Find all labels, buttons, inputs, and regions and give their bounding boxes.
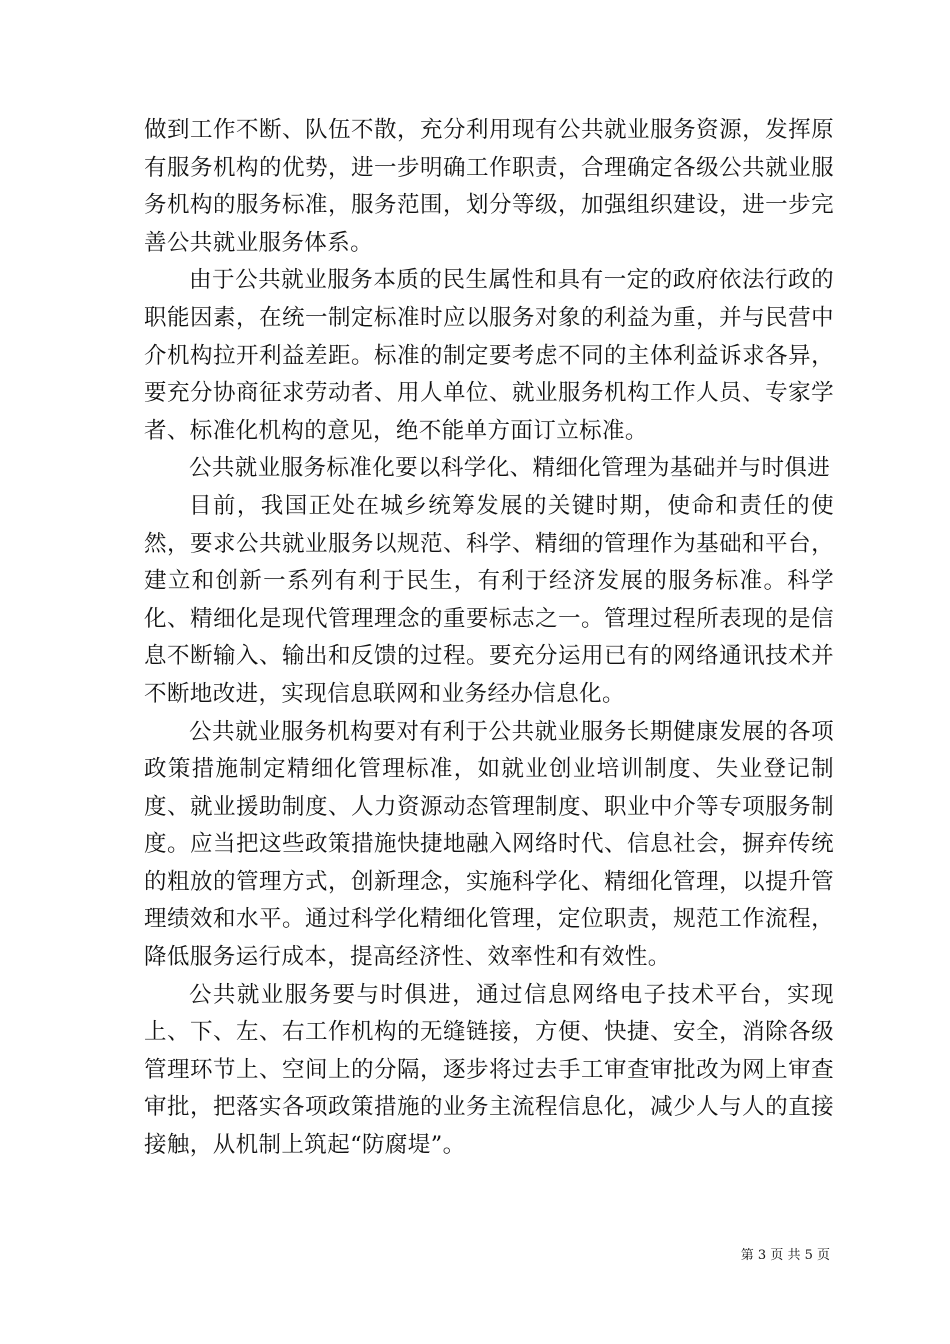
paragraph: 做到工作不断、队伍不散，充分利用现有公共就业服务资源，发挥原有服务机构的优势，进一步明确工作职责，合理确定各级公共就业服务机构的服务标准，服务范围，划分等级，加强组织建设，进一步完善公共就业服务体系。: [144, 117, 834, 256]
paragraph: 由于公共就业服务本质的民生属性和具有一定的政府依法行政的职能因素，在统一制定标准时应以服务对象的利益为重，并与民营中介机构拉开利益差距。标准的制定要考虑不同的主体利益诉求各异，要充分协商征求劳动者、用人单位、就业服务机构工作人员、专家学者、标准化机构的意见，绝不能单方面订立标准。: [144, 267, 834, 444]
paragraph: 公共就业服务要与时俱进，通过信息网络电子技术平台，实现上、下、左、右工作机构的无缝链接，方便、快捷、安全，消除各级管理环节上、空间上的分隔，逐步将过去手工审查审批改为网上审查审批，把落实各项政策措施的业务主流程信息化，减少人与人的直接接触，从机制上筑起“防腐堤”。: [144, 981, 834, 1159]
page-number: 第 3 页 共 5 页: [740, 1248, 830, 1263]
paragraph: 目前，我国正处在城乡统筹发展的关键时期，使命和责任的使然，要求公共就业服务以规范、科学、精细的管理作为基础和平台，建立和创新一系列有利于民生，有利于经济发展的服务标准。科学化、精细化是现代管理理念的重要标志之一。管理过程所表现的是信息不断输入、输出和反馈的过程。要充分运用已有的网络通讯技术并不断地改进，实现信息联网和业务经办信息化。: [144, 492, 834, 707]
paragraph: 公共就业服务机构要对有利于公共就业服务长期健康发展的各项政策措施制定精细化管理标准，如就业创业培训制度、失业登记制度、就业援助制度、人力资源动态管理制度、职业中介等专项服务制度。应当把这些政策措施快捷地融入网络时代、信息社会，摒弃传统的粗放的管理方式，创新理念，实施科学化、精细化管理，以提升管理绩效和水平。通过科学化精细化管理，定位职责，规范工作流程，降低服务运行成本，提高经济性、效率性和有效性。: [144, 718, 834, 971]
section-heading: 公共就业服务标准化要以科学化、精细化管理为基础并与时俱进: [189, 455, 831, 482]
document-body: [144, 112, 834, 1165]
